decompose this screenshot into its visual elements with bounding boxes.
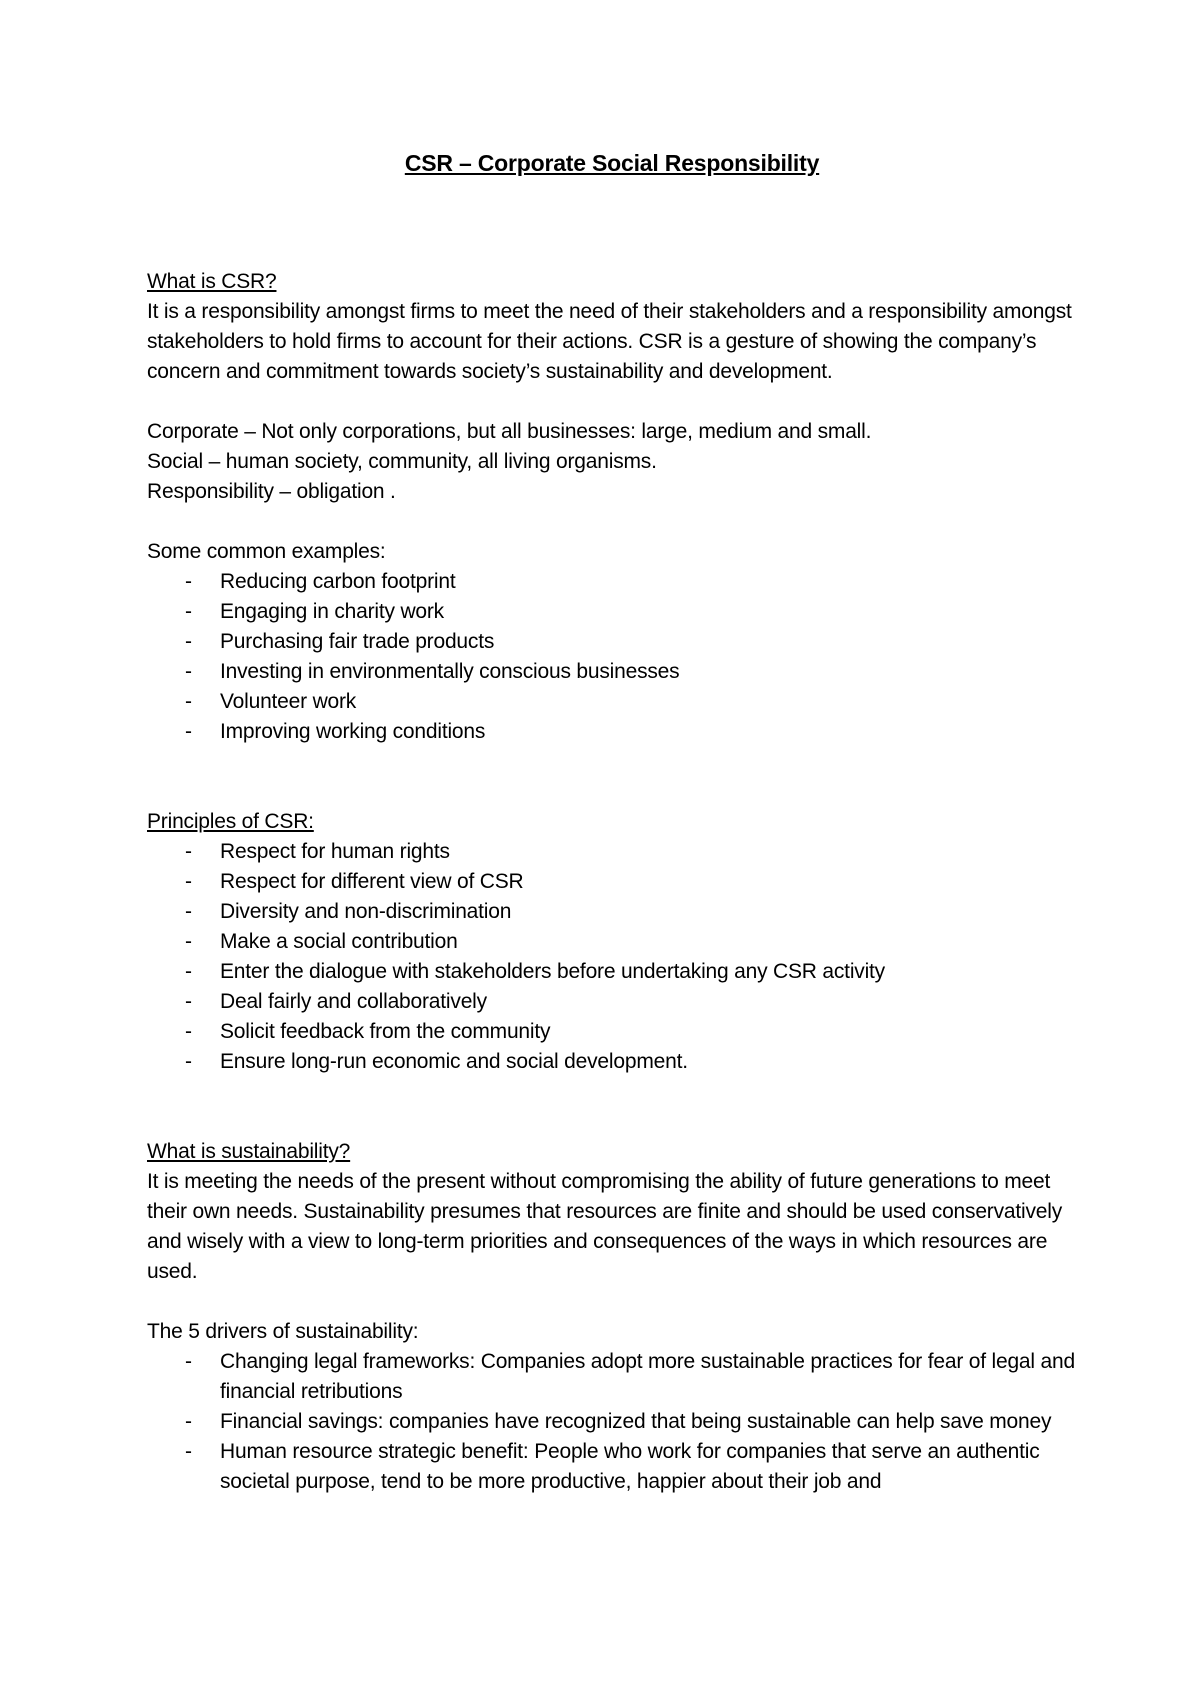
- list-item-text: Respect for different view of CSR: [220, 870, 524, 893]
- list-item: [147, 627, 1077, 657]
- drivers-list: [147, 1347, 1077, 1497]
- list-item-text: Engaging in charity work: [220, 600, 444, 623]
- what-is-csr-body: It is a responsibility amongst firms to meet the need of their stakeholders and a responsibility amongst stakeholders to hold firms to account for their actions. CSR is a gesture of showing the company’s concern and commitment towards society’s sustainability and development.: [147, 300, 1072, 383]
- dash-bullet: -: [185, 600, 192, 623]
- list-item-text: Ensure long-run economic and social development.: [220, 1050, 688, 1073]
- document-content: [147, 145, 1077, 1497]
- list-item: [147, 1407, 1077, 1437]
- list-item: [147, 1047, 1077, 1077]
- list-item-text: Improving working conditions: [220, 720, 486, 743]
- list-item: [147, 1347, 1077, 1407]
- sustainability-heading: What is sustainability?: [147, 1140, 351, 1163]
- principles-list: [147, 837, 1077, 1077]
- list-item: [147, 837, 1077, 867]
- list-item: [147, 717, 1077, 747]
- dash-bullet: -: [185, 930, 192, 953]
- dash-bullet: -: [185, 630, 192, 653]
- what-is-csr-heading: What is CSR?: [147, 270, 277, 293]
- dash-bullet: -: [185, 1050, 192, 1073]
- dash-bullet: -: [185, 1020, 192, 1043]
- list-item: [147, 597, 1077, 627]
- list-item: [147, 1437, 1077, 1497]
- list-item: [147, 987, 1077, 1017]
- list-item-text: Volunteer work: [220, 690, 357, 713]
- drivers-intro: The 5 drivers of sustainability:: [147, 1320, 419, 1343]
- list-item: [147, 897, 1077, 927]
- dash-bullet: -: [185, 690, 192, 713]
- list-item: [147, 687, 1077, 717]
- definition-social: Social – human society, community, all living organisms.: [147, 450, 657, 473]
- dash-bullet: -: [185, 570, 192, 593]
- spacer: [147, 507, 1077, 537]
- list-item-text: Purchasing fair trade products: [220, 630, 495, 653]
- list-item: [147, 657, 1077, 687]
- document-title: CSR – Corporate Social Responsibility: [404, 150, 820, 176]
- list-item: [147, 867, 1077, 897]
- dash-bullet: -: [185, 1440, 192, 1463]
- dash-bullet: -: [185, 870, 192, 893]
- spacer: [147, 747, 1077, 807]
- dash-bullet: -: [185, 1350, 192, 1373]
- examples-list: [147, 567, 1077, 747]
- list-item: [147, 1017, 1077, 1047]
- examples-intro: Some common examples:: [147, 540, 386, 563]
- list-item: [147, 567, 1077, 597]
- list-item-text: Solicit feedback from the community: [220, 1020, 551, 1043]
- list-item-text: Respect for human rights: [220, 840, 450, 863]
- list-item-text: Diversity and non-discrimination: [220, 900, 512, 923]
- dash-bullet: -: [185, 1410, 192, 1433]
- list-item-text: Deal fairly and collaboratively: [220, 990, 487, 1013]
- definition-responsibility: Responsibility – obligation .: [147, 480, 396, 503]
- list-item: [147, 957, 1077, 987]
- spacer: [147, 1077, 1077, 1137]
- list-item-text: Reducing carbon footprint: [220, 570, 456, 593]
- sustainability-body: It is meeting the needs of the present without compromising the ability of future generations to meet their own needs. Sustainability presumes that resources are finite and should be used conservatively and wisely with a view to long-term priorities and consequences of the ways in which resources are used.: [147, 1170, 1063, 1283]
- list-item-text: Make a social contribution: [220, 930, 458, 953]
- list-item: [147, 927, 1077, 957]
- list-item-text: Investing in environmentally conscious businesses: [220, 660, 680, 683]
- dash-bullet: -: [185, 960, 192, 983]
- list-item-text: Changing legal frameworks: Companies adopt more sustainable practices for fear of legal and financial retributions: [220, 1350, 1075, 1403]
- dash-bullet: -: [185, 660, 192, 683]
- spacer: [147, 1287, 1077, 1317]
- list-item-text: Financial savings: companies have recognized that being sustainable can help save money: [220, 1410, 1052, 1433]
- list-item-text: Human resource strategic benefit: People who work for companies that serve an authentic societal purpose, tend to be more productive, happier about their job and: [220, 1440, 1040, 1493]
- dash-bullet: -: [185, 990, 192, 1013]
- spacer: [147, 387, 1077, 417]
- dash-bullet: -: [185, 840, 192, 863]
- list-item-text: Enter the dialogue with stakeholders before undertaking any CSR activity: [220, 960, 885, 983]
- definition-corporate: Corporate – Not only corporations, but all businesses: large, medium and small.: [147, 420, 872, 443]
- dash-bullet: -: [185, 900, 192, 923]
- principles-heading: Principles of CSR:: [147, 810, 314, 833]
- dash-bullet: -: [185, 720, 192, 743]
